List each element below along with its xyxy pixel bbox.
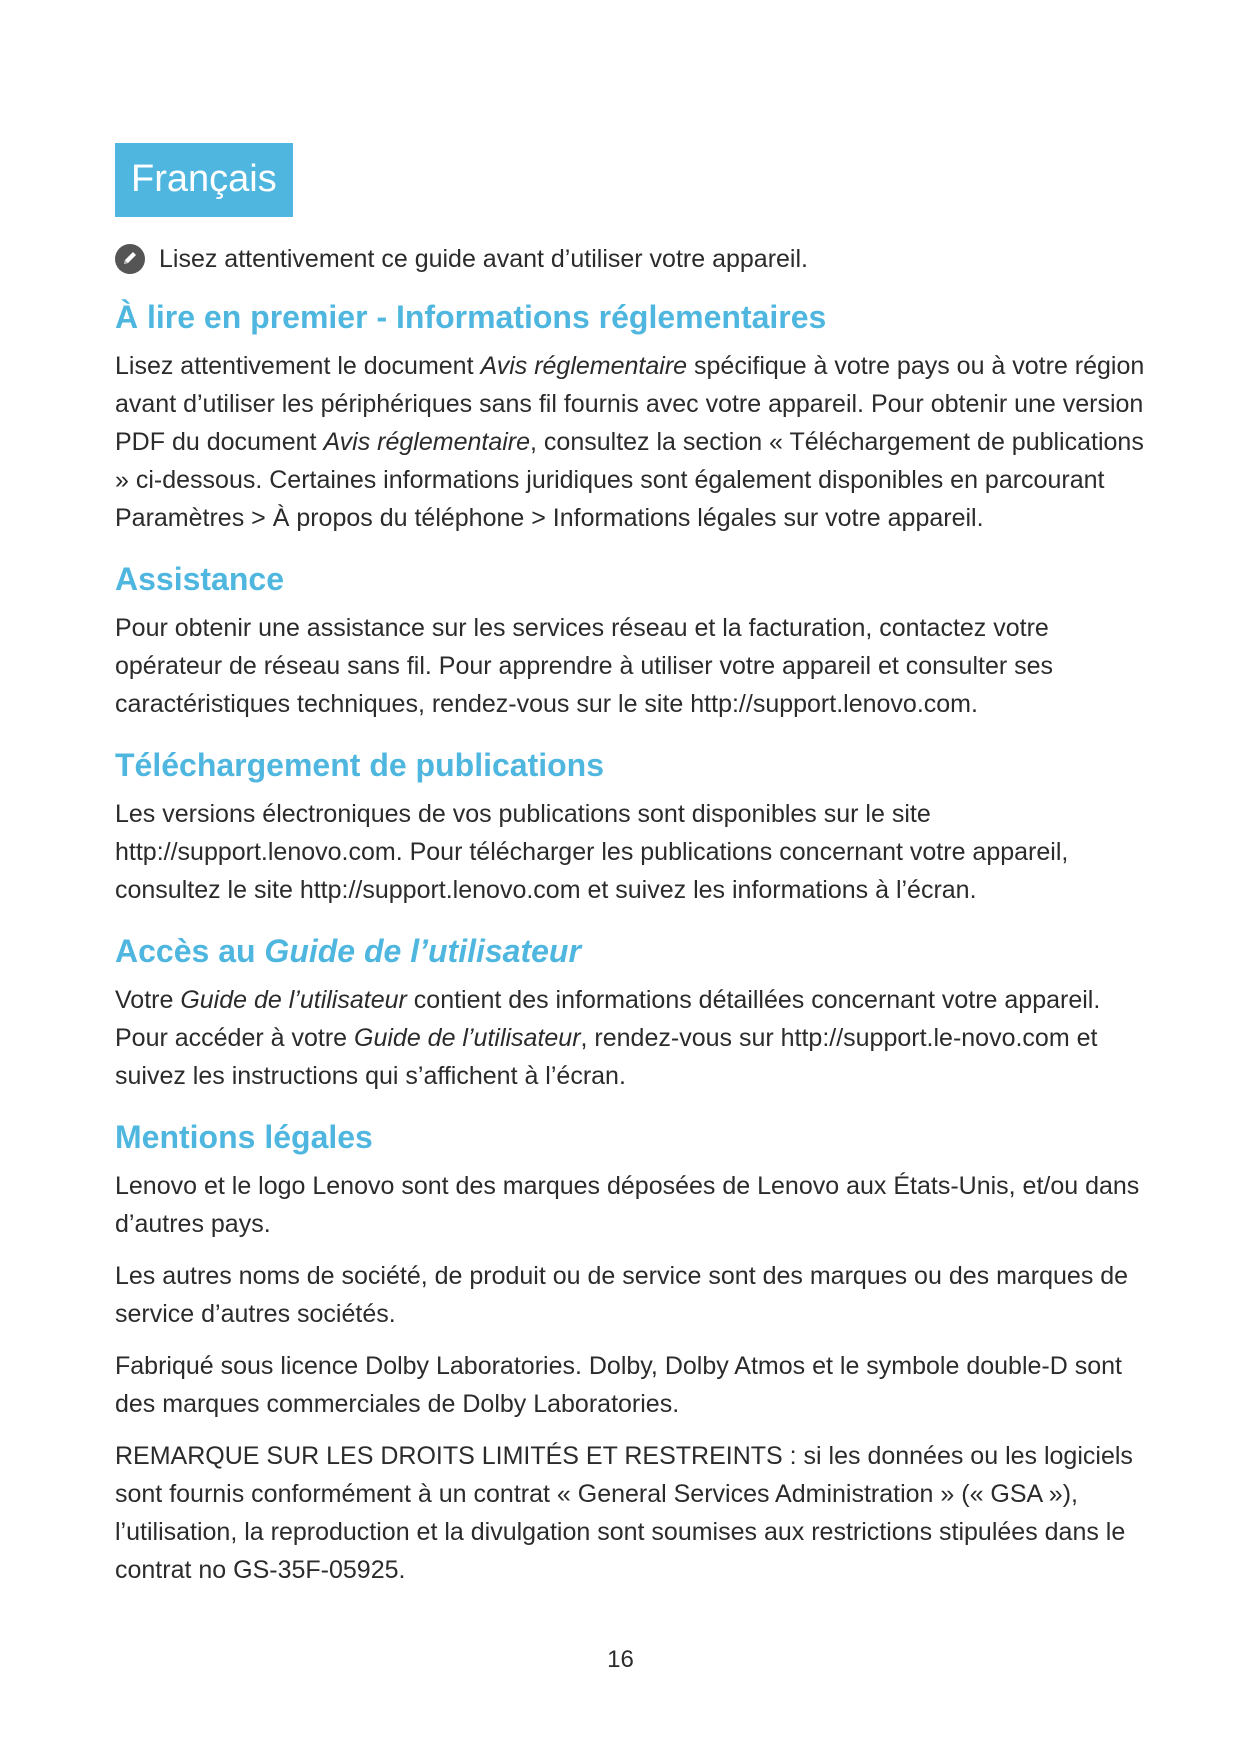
heading-regulatory: À lire en premier - Informations réglementaires xyxy=(115,299,827,335)
heading-downloads: Téléchargement de publications xyxy=(115,747,604,783)
note xyxy=(115,243,1155,275)
note-text: Lisez attentivement ce guide avant d’utiliser votre appareil. xyxy=(159,245,808,273)
legal-paragraph-2: Les autres noms de société, de produit ou de service sont des marques ou des marques de service d’autres sociétés. xyxy=(115,1262,1129,1328)
language-badge: Français xyxy=(115,143,293,217)
legal-paragraph-3: Fabriqué sous licence Dolby Laboratories. Dolby, Dolby Atmos et le symbole double-D sont des marques commerciales de Dolby Laboratories. xyxy=(115,1352,1122,1418)
page-number: 16 xyxy=(607,1646,634,1673)
pencil-note-icon xyxy=(115,244,145,274)
document-page xyxy=(115,143,1155,1603)
legal-paragraph-1: Lenovo et le logo Lenovo sont des marques déposées de Lenovo aux États-Unis, et/ou dans d’autres pays. xyxy=(115,1172,1140,1238)
heading-assistance: Assistance xyxy=(115,561,284,597)
regulatory-paragraph: Lisez attentivement le document Avis réglementaire spécifique à votre pays ou à votre région avant d’utiliser les périphériques sans fil fournis avec votre appareil. Pour obtenir une version PDF du document Avis réglementaire, consultez la section « Téléchargement de publications » ci-dessous. Certaines informations juridiques sont également disponibles en parcourant Paramètres > À propos du téléphone > Informations légales sur votre appareil. xyxy=(115,352,1145,532)
assistance-paragraph: Pour obtenir une assistance sur les services réseau et la facturation, contactez votre opérateur de réseau sans fil. Pour apprendre à utiliser votre appareil et consulter ses caractéristiques techniques, rendez-vous sur le site http://support.lenovo.com. xyxy=(115,614,1054,718)
legal-paragraph-4: REMARQUE SUR LES DROITS LIMITÉS ET RESTREINTS : si les données ou les logiciels sont fournis conformément à un contrat « General Services Administration » (« GSA »), l’utilisation, la reproduction et la divulgation sont soumises aux restrictions stipulées dans le contrat no GS-35F-05925. xyxy=(115,1442,1133,1584)
heading-user-guide: Accès au Guide de l’utilisateur xyxy=(115,933,581,969)
downloads-paragraph: Les versions électroniques de vos publications sont disponibles sur le site http://support.lenovo.com. Pour télécharger les publications concernant votre appareil, consultez le site http://support.lenovo.com et suivez les informations à l’écran. xyxy=(115,800,1069,904)
heading-legal: Mentions légales xyxy=(115,1119,373,1155)
user-guide-paragraph: Votre Guide de l’utilisateur contient des informations détaillées concernant votre appareil. Pour accéder à votre Guide de l’utilisateur, rendez-vous sur http://support.le-novo.com et suivez les instructions qui s’affichent à l’écran. xyxy=(115,986,1101,1090)
